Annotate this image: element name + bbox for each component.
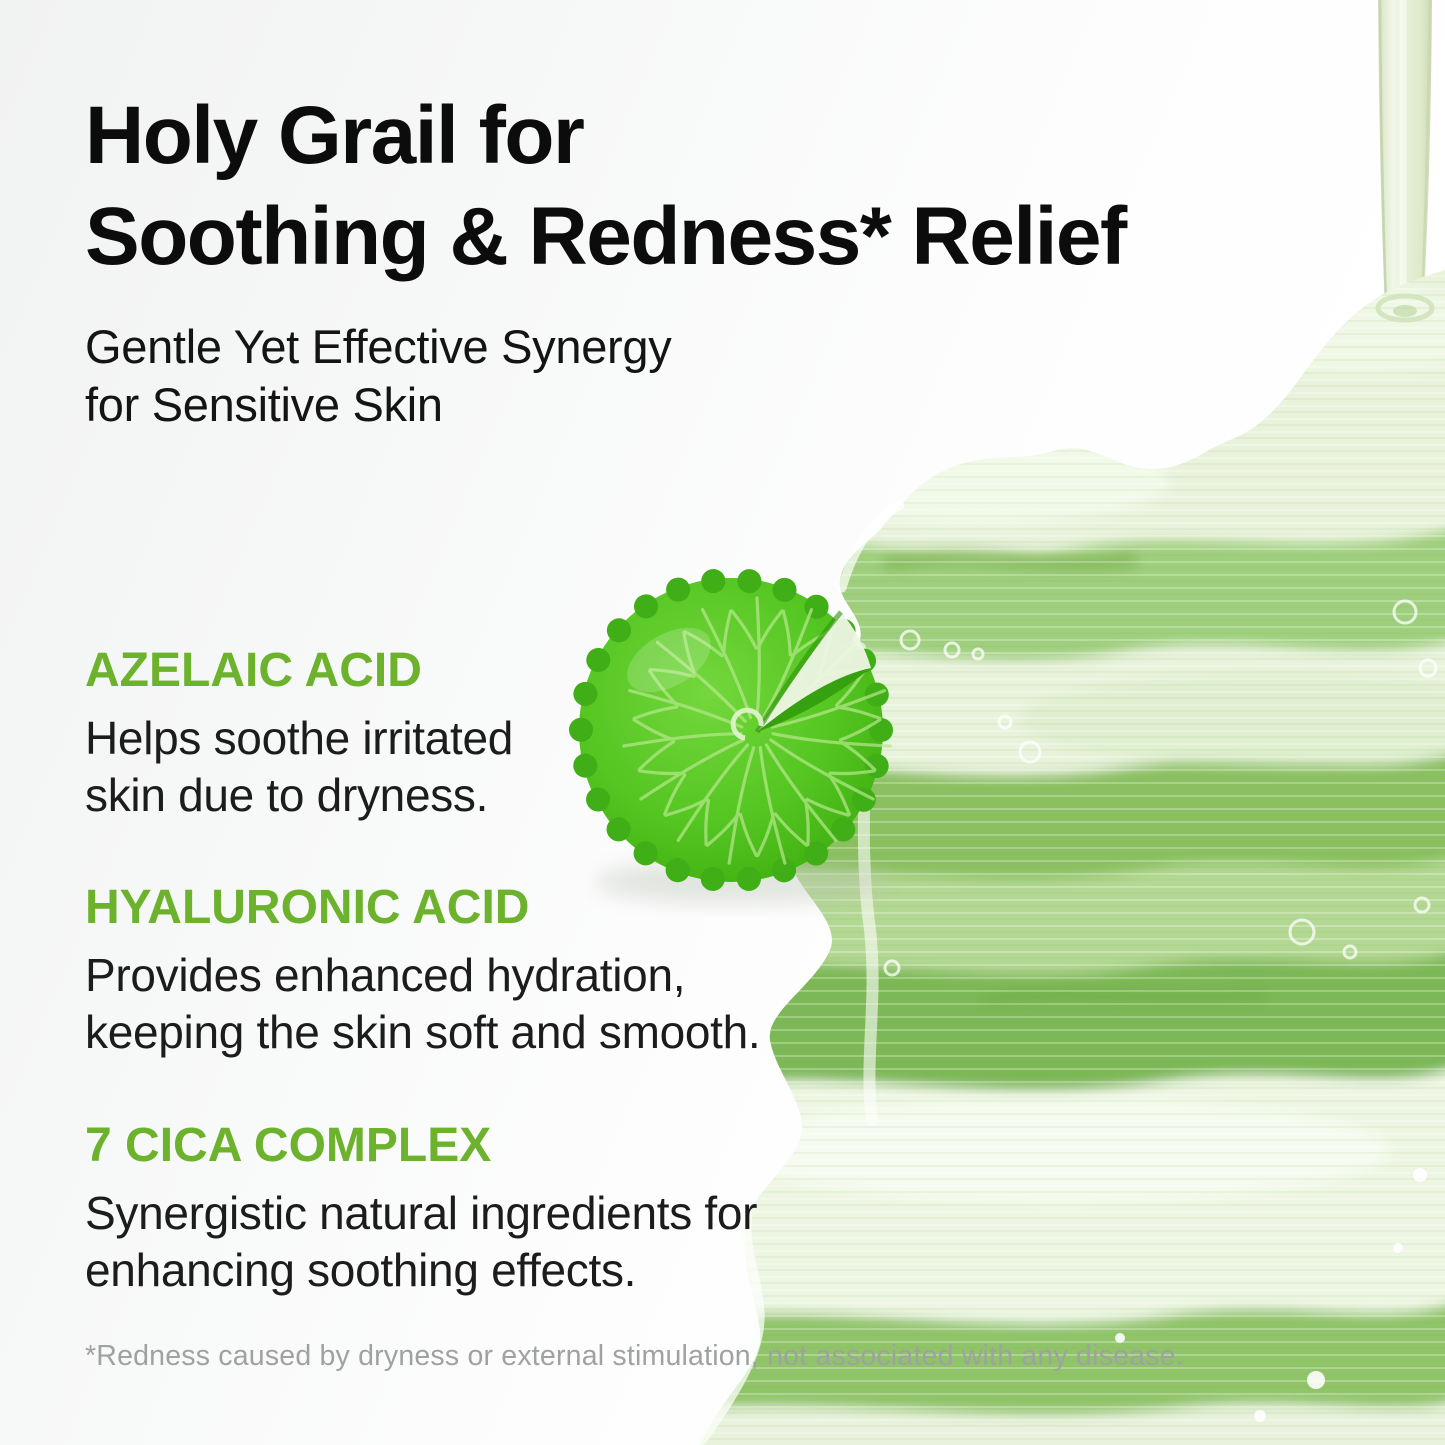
ingredient-section-7-cica-complex — [85, 1120, 757, 1300]
subheadline — [85, 318, 671, 435]
ingredient-section-azelaic-acid — [85, 645, 513, 825]
headline-line-1: Holy Grail for — [85, 90, 584, 181]
ingredient-name: AZELAIC ACID — [85, 644, 422, 697]
ingredient-description-line: keeping the skin soft and smooth. — [85, 1006, 761, 1059]
subheadline-line-1: Gentle Yet Effective Synergy — [85, 320, 672, 373]
ingredient-description-line: skin due to dryness. — [85, 769, 489, 822]
headline-line-2: Soothing & Redness* Relief — [85, 190, 1126, 282]
footnote: *Redness caused by dryness or external stimulation, not associated with any disease. — [85, 1340, 1184, 1372]
subheadline-line-2: for Sensitive Skin — [85, 378, 443, 432]
ingredient-description-line: Provides enhanced hydration, — [85, 948, 686, 1001]
ingredient-name: HYALURONIC ACID — [85, 881, 530, 934]
headline — [85, 86, 1126, 288]
ingredient-description-line: Synergistic natural ingredients for — [85, 1186, 758, 1239]
ingredient-section-hyaluronic-acid — [85, 882, 760, 1062]
ingredient-description-line: Helps soothe irritated — [85, 711, 514, 764]
ingredient-name: 7 CICA COMPLEX — [85, 1119, 492, 1172]
ingredient-description-line: enhancing soothing effects. — [85, 1244, 637, 1297]
